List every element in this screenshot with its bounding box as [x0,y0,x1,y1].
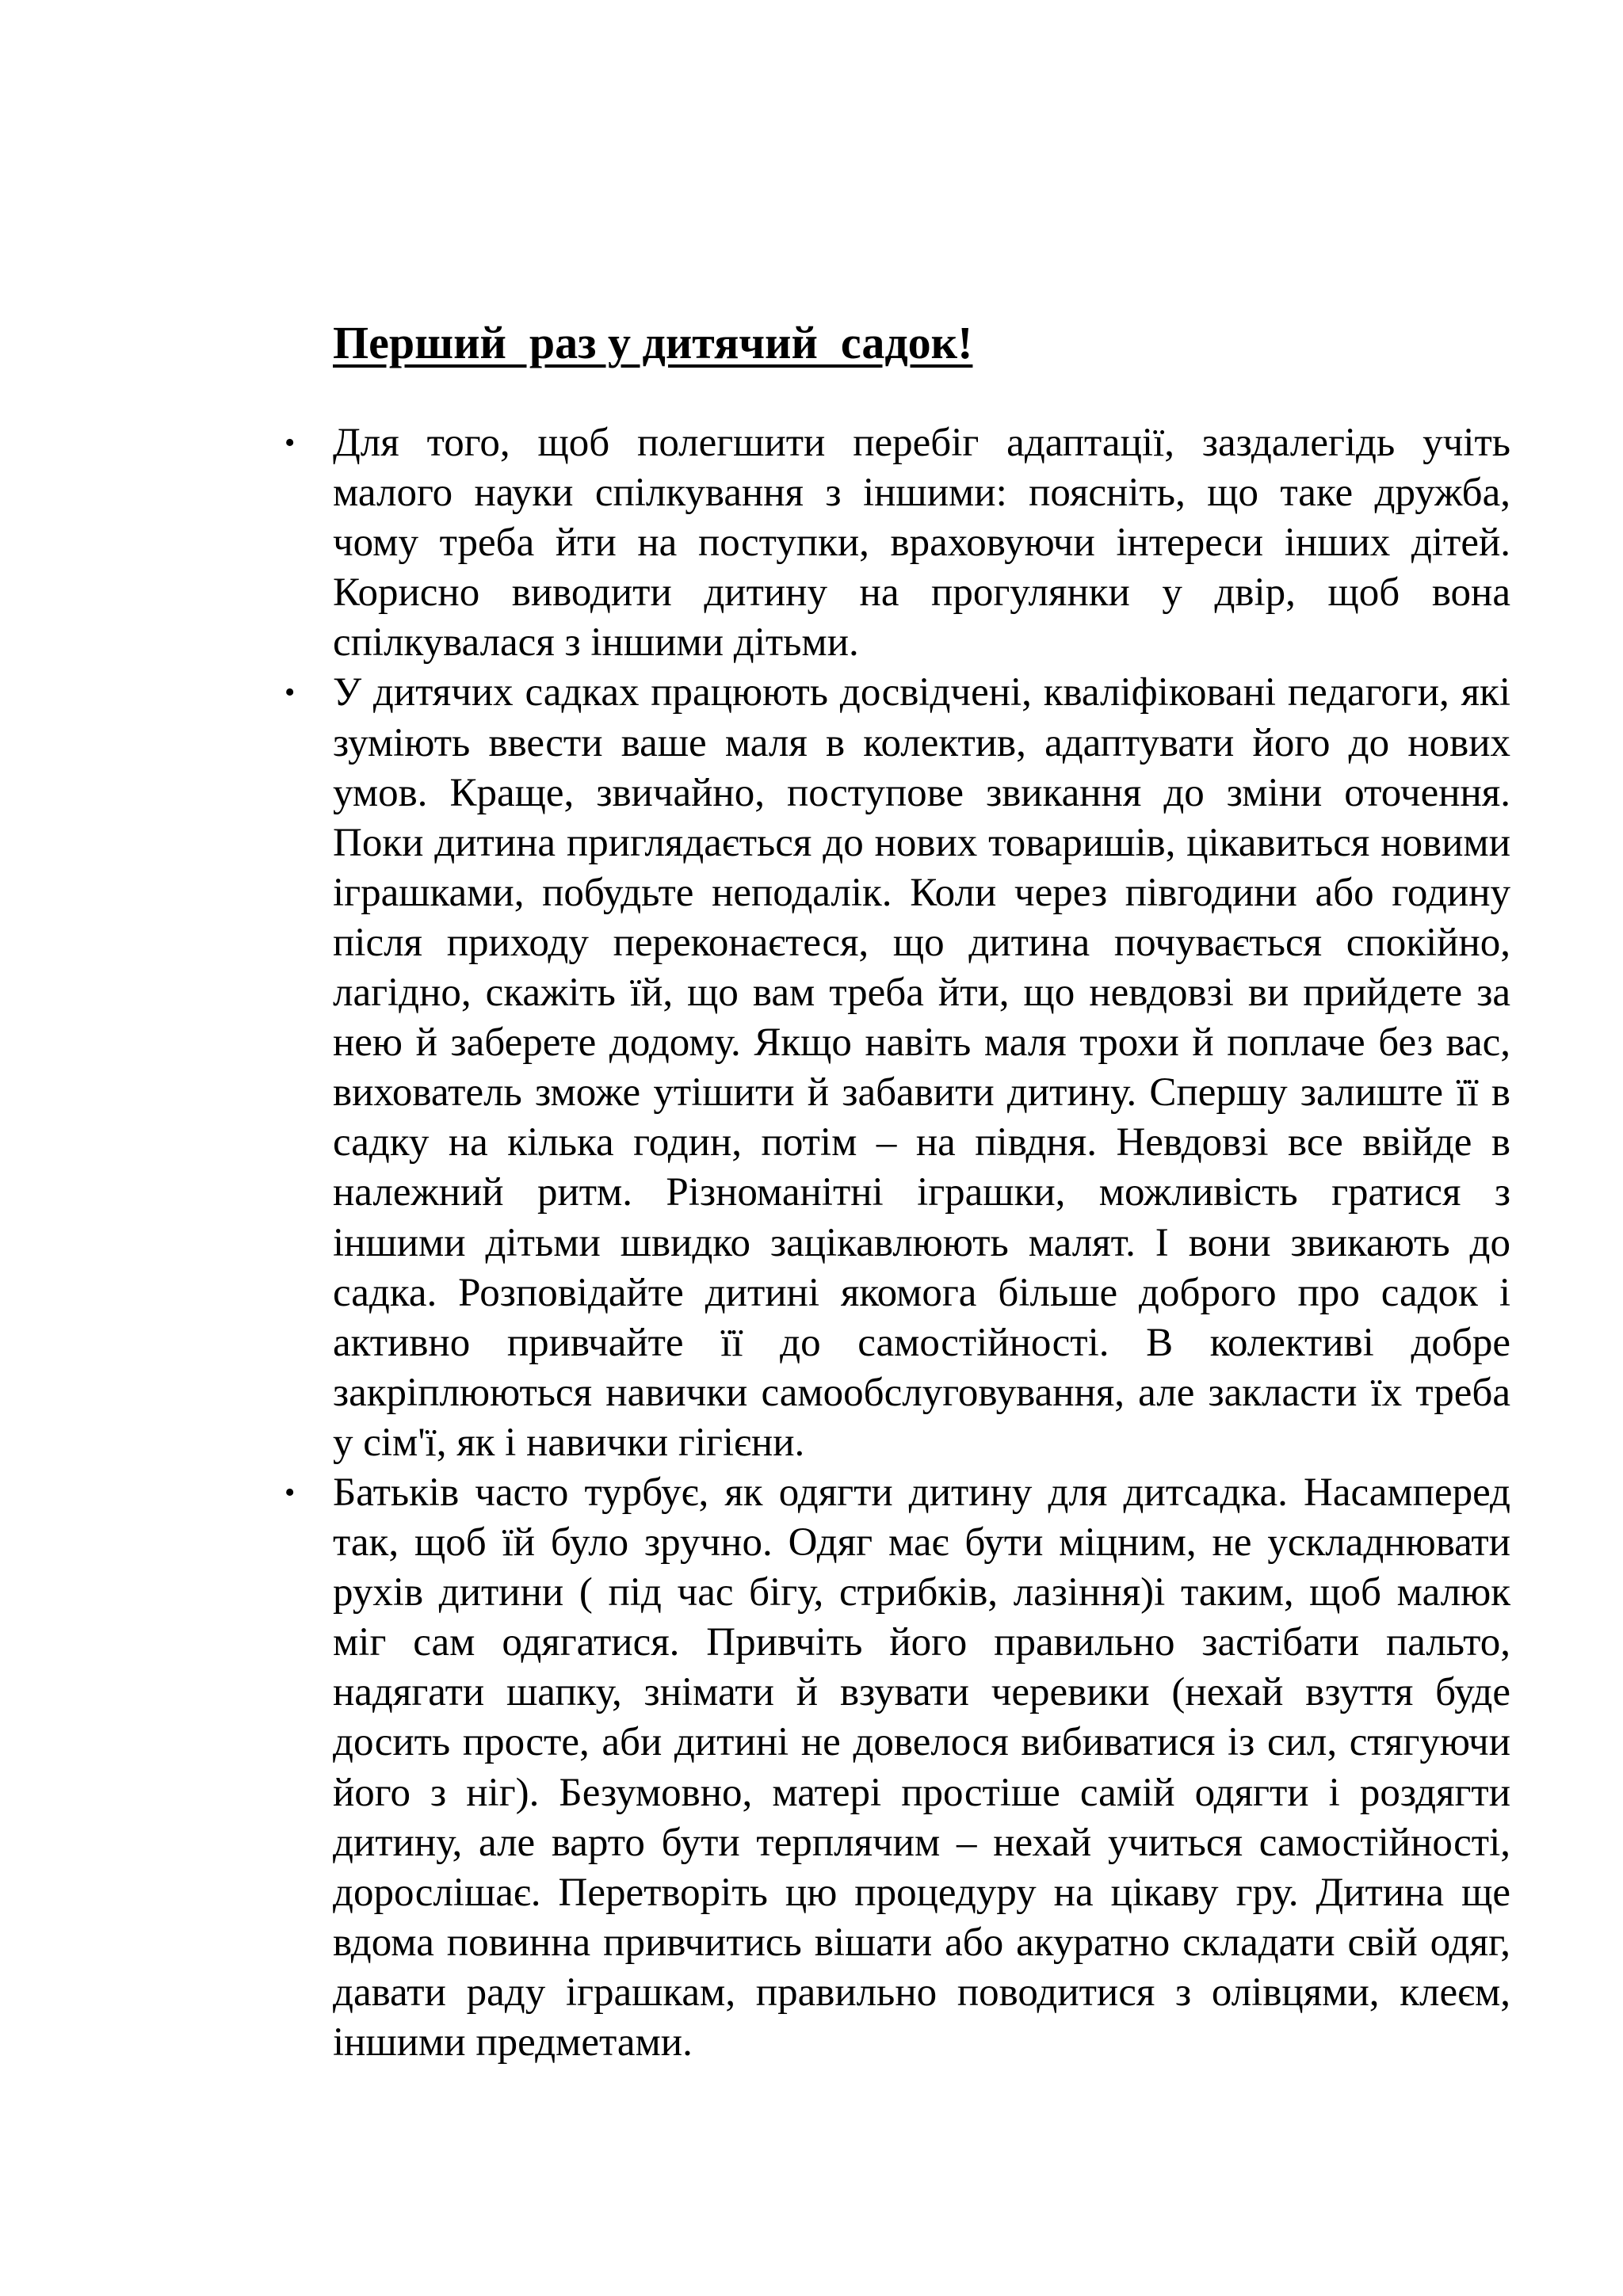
list-item [269,668,1510,1468]
list-item-text: Для того, щоб полегшити перебіг адаптації, заздалегідь учіть малого науки спілкування з іншими: поясніть, що таке дружба, чому треба йти на поступки, враховуючи інтереси інших дітей. Корисно виводити дитину на прогулянки у двір, щоб вона спілкувалася з іншими дітьми. [333,421,1510,666]
bullet-icon: • [285,676,296,710]
bullet-list [269,418,1510,2068]
bullet-icon: • [285,426,296,460]
list-item-text: Батьків часто турбує, як одягти дитину для дитсадка. Насамперед так, щоб їй було зручно. Одяг має бути міцним, не ускладнювати рухів дитини ( під час бігу, стрибків, лазіння)і таким, щоб малюк міг сам одягатися. Привчіть його правильно застібати пальто, надягати шапку, знімати й взувати черевики (нехай взуття буде досить просте, аби дитині не довелося вибиватися із сил, стягуючи його з ніг). Безумовно, матері простіше самій одягти і роздягти дитину, але варто бути терплячим – нехай учиться самостійності, дорослішає. Перетворіть цю процедуру на цікаву гру. Дитина ще вдома повинна привчитись вішати або акуратно складати свій одяг, давати раду іграшкам, правильно поводитися з олівцями, клеєм, іншими предметами. [333,1470,1510,2065]
bullet-icon: • [285,1475,296,1509]
list-item [269,1468,1510,2068]
list-item [269,418,1510,668]
page-title: Перший раз у дитячий садок! [333,317,973,368]
list-item-text: У дитячих садках працюють досвідчені, кваліфіковані педагоги, які зуміють ввести ваше маля в колектив, адаптувати його до нових умов. Краще, звичайно, поступове звикання до зміни оточення. Поки дитина приглядається до нових товаришів, цікавиться новими іграшками, побудьте неподалік. Коли через півгодини або годину після приходу переконаєтеся, що дитина почувається спокійно, лагідно, скажіть їй, що вам треба йти, що невдовзі ви прийдете за нею й заберете додому. Якщо навіть маля трохи й поплаче без вас, вихователь зможе утішити й забавити дитину. Спершу залиште її в садку на кілька годин, потім – на півдня. Невдовзі все ввійде в належний ритм. Різноманітні іграшки, можливість гратися з іншими дітьми швидко зацікавлюють малят. І вони звикають до садка. Розповідайте дитині якомога більше доброго про садок і активно привчайте її до самостійності. В колективі добре закріплюються навички самообслуговування, але закласти їх треба у сім'ї, як і навички гігієни. [333,670,1510,1465]
